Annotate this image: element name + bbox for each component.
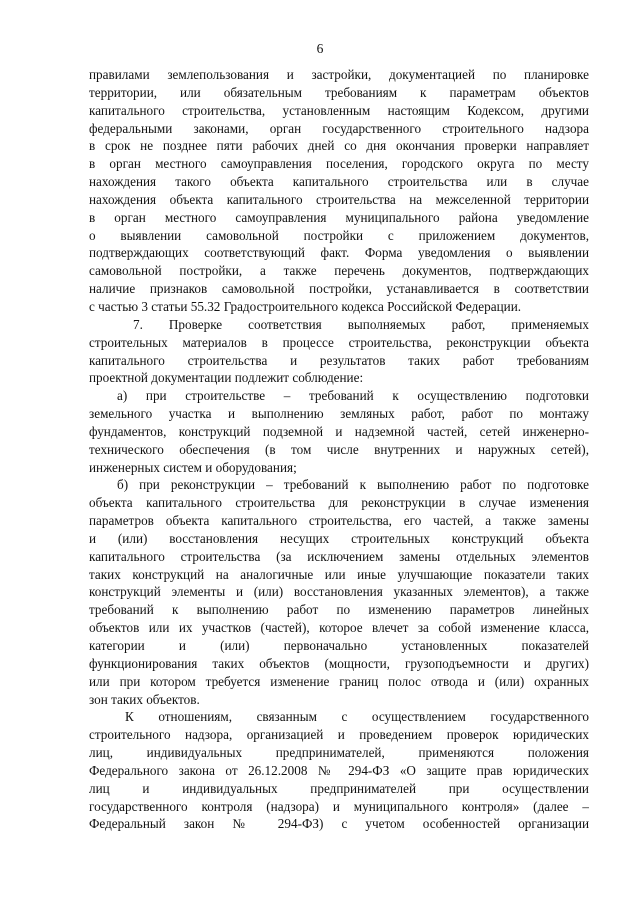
text-line: в орган местного самоуправления поселения, городского округа по месту — [89, 156, 589, 172]
text-line: самовольной постройки, а также перечень документов, подтверждающих — [89, 263, 589, 279]
text-line: строительного надзора, организацией и проведением проверок юридических — [89, 727, 589, 743]
text-line: параметров объекта капитального строительства, его частей, а также замены — [89, 513, 589, 529]
text-line: капитального строительства и результатов таких работ требованиям — [89, 352, 589, 368]
text-line: территории, или обязательным требованиям к параметрам объектов — [89, 84, 589, 100]
page-number: 6 — [316, 41, 324, 56]
text-line: фундаментов, конструкций подземной и надземной частей, сетей инженерно- — [89, 423, 589, 439]
paragraph-7-first-line: 7. Проверке соответствия выполняемых работ, применяемых — [133, 316, 589, 332]
text-line: Федерального закона от 26.12.2008 № 294-ФЗ «О защите прав юридических — [89, 762, 589, 778]
text-line: государственного контроля (надзора) и муниципального контроля» (далее – — [89, 798, 589, 814]
subitem-a-first-line: а) при строительстве – требований к осуществлению подготовки — [117, 388, 589, 404]
text-line: нахождения объекта капитального строительства на межселенной территории — [89, 191, 589, 207]
text-line: зон таких объектов. — [89, 691, 200, 707]
text-line: требований к выполнению работ по изменению параметров линейных — [89, 602, 589, 618]
text-line: объектов или их участков (частей), которое влечет за собой изменение класса, — [89, 620, 589, 636]
text-line: проектной документации подлежит соблюдение: — [89, 370, 364, 386]
text-line: нахождения такого объекта капитального строительства или в случае — [89, 174, 589, 190]
text-line: конструкций элементы и (или) восстановления указанных элементов), а также — [89, 584, 589, 600]
text-line: наличие признаков самовольной постройки, устанавливается в соответствии — [89, 281, 589, 297]
text-line: в срок не позднее пяти рабочих дней со дня окончания проверки направляет — [89, 138, 589, 154]
text-line: лиц и индивидуальных предпринимателей при осуществлении — [89, 780, 589, 796]
subitem-b-first-line: б) при реконструкции – требований к выполнению работ по подготовке — [117, 477, 589, 493]
text-line: технического обеспечения (в том числе внутренних и наружных сетей), — [89, 441, 589, 457]
text-line: капитального строительства (за исключением замены отдельных элементов — [89, 548, 589, 564]
text-line: и (или) восстановления несущих строительных конструкций объекта — [89, 530, 589, 546]
text-line: о выявлении самовольной постройки с приложением документов, — [89, 227, 589, 243]
text-line: объекта капитального строительства для реконструкции в случае изменения — [89, 495, 589, 511]
paragraph-first-line: К отношениям, связанным с осуществлением государственного — [125, 709, 589, 725]
document-body — [89, 66, 589, 833]
text-line: капитального строительства, установленным настоящим Кодексом, другими — [89, 102, 589, 118]
text-line: правилами землепользования и застройки, документацией по планировке — [89, 67, 589, 82]
text-line: инженерных систем и оборудования; — [89, 459, 297, 475]
text-line: функционирования таких объектов (мощности, грузоподъемности и других) — [89, 655, 589, 671]
text-line: федеральными законами, орган государственного строительного надзора — [89, 120, 589, 136]
text-line: категории и (или) первоначально установленных показателей — [89, 638, 589, 653]
text-line: с частью 3 статьи 55.32 Градостроительного кодекса Российской Федерации. — [89, 298, 522, 314]
text-line: или при котором требуется изменение границ полос отвода и (или) охранных — [89, 673, 589, 689]
text-line: Федеральный закон № 294-ФЗ) с учетом особенностей организации — [89, 816, 589, 832]
text-line: земельного участка и выполнению земляных работ, работ по монтажу — [89, 406, 589, 422]
text-line: в орган местного самоуправления муниципального района уведомление — [89, 209, 589, 225]
text-line: подтверждающих соответствующий факт. Форма уведомления о выявлении — [89, 245, 589, 261]
text-line: строительных материалов в процессе строительства, реконструкции объекта — [89, 334, 589, 350]
text-line: таких конструкций на аналогичные или иные улучшающие показатели таких — [89, 566, 589, 582]
text-line: лиц, индивидуальных предпринимателей, применяются положения — [89, 745, 589, 761]
